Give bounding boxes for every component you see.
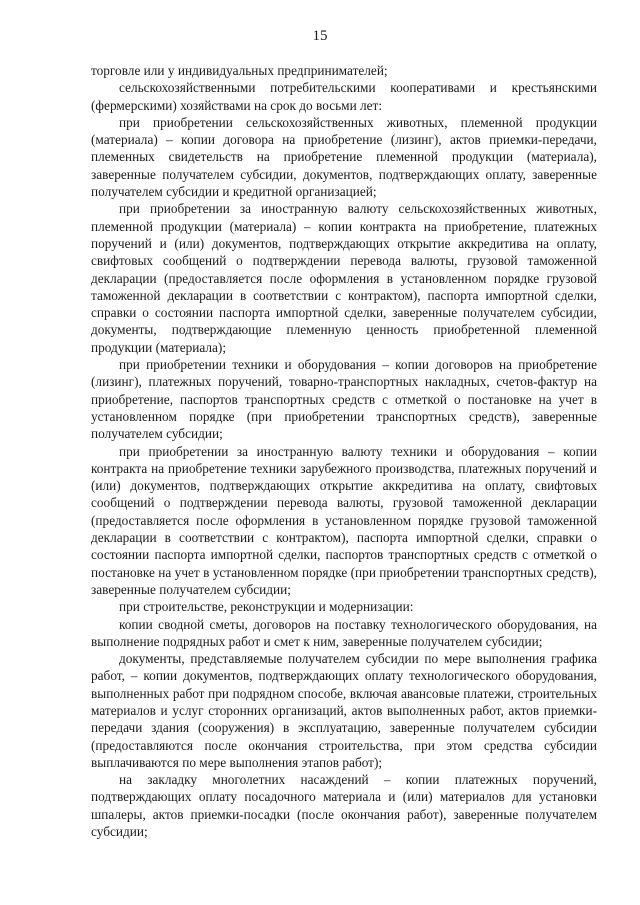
paragraph-perennial-plantings: на закладку многолетних насаждений – копии платежных поручений, подтверждающих оплату посадочного материала и (или) материалов для установки шпалеры, актов приемки-посадки (после окончания работ), заверенные получателем субсидии;	[91, 772, 597, 840]
page-number: 15	[312, 28, 328, 44]
paragraph-animals-purchase: при приобретении сельскохозяйственных животных, племенной продукции (материала) – копии договора на приобретение (лизинг), актов приемки-передачи, племенных свидетельств на приобретение племенной продукции (материала), заверенные получателем субсидии, документов, подтверждающих оплату, заверенные получателем субсидии и кредитной организацией;	[91, 114, 597, 200]
paragraph-construction-estimates: копии сводной сметы, договоров на поставку технологического оборудования, на выполнение подрядных работ и смет к ним, заверенные получателем субсидии;	[91, 616, 597, 649]
paragraph-construction-documents: документы, представляемые получателем субсидии по мере выполнения графика работ, – копии документов, подтверждающих оплату технологического оборудования, выполненных работ при подрядном способе, включая авансовые платежи, строительных материалов и услуг сторонних организаций, актов выполненных работ, актов приемки-передачи здания (сооружения) в эксплуатацию, заверенные получателем субсидии (предоставляются после окончания строительства, при этом средства субсидии выплачиваются по мере выполнения этапов работ);	[91, 651, 597, 770]
paragraph-construction-heading: при строительстве, реконструкции и модернизации:	[119, 599, 414, 615]
document-body	[91, 62, 597, 840]
paragraph-equipment-foreign-currency: при приобретении за иностранную валюту техники и оборудования – копии контракта на приобретение техники зарубежного производства, платежных поручений и (или) документов, подтверждающих открытие аккредитива на оплату, свифтовых сообщений о подтверждении перевода валюты, грузовой таможенной декларации (предоставляется после оформления в установленном порядке грузовой таможенной декларации в соответствии с контрактом), паспорта импортной сделки, справки о состоянии паспорта импортной сделки, паспортов транспортных средств с отметкой о постановке на учет в установленном порядке (при приобретении транспортных средств), заверенные получателем субсидии;	[91, 443, 597, 597]
paragraph-equipment-purchase: при приобретении техники и оборудования – копии договоров на приобретение (лизинг), платежных поручений, товарно-транспортных накладных, счетов-фактур на приобретение, паспортов транспортных средств с отметкой о постановке на учет в установленном порядке (при приобретении транспортных средств), заверенные получателем субсидии;	[91, 357, 597, 442]
paragraph-cooperatives-term: сельскохозяйственными потребительскими кооперативами и крестьянскими (фермерскими) хозяйствами на срок до восьми лет:	[91, 80, 597, 113]
paragraph-trade-or-entrepreneurs: торговле или у индивидуальных предпринимателей;	[91, 63, 388, 78]
paragraph-animals-foreign-currency: при приобретении за иностранную валюту сельскохозяйственных животных, племенной продукции (материала) – копии контракта на приобретение, платежных поручений и (или) документов, подтверждающих открытие аккредитива на оплату, свифтовых сообщений о подтверждении перевода валюты, грузовой таможенной декларации (предоставляется после оформления в установленном порядке грузовой таможенной декларации в соответствии с контрактом), паспорта импортной сделки, справки о состоянии паспорта импортной сделки, заверенные получателем субсидии, документы, подтверждающие племенную ценность приобретенной племенной продукции (материала);	[91, 201, 597, 355]
